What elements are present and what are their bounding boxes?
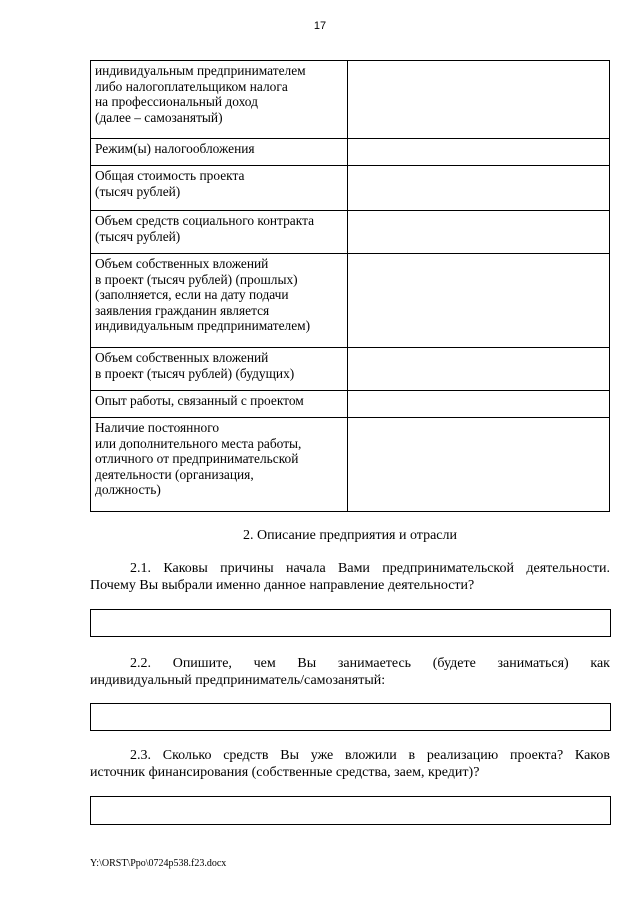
row-value-field[interactable] xyxy=(348,139,610,166)
row-value-field[interactable] xyxy=(348,391,610,418)
table-row xyxy=(91,391,610,418)
row-label: Объем собственных вложений в проект (тысяч рублей) (прошлых) (заполняется, если на дату подачи заявления гражданин является индивидуальным предпринимателем) xyxy=(91,254,348,348)
answer-field-2-1[interactable] xyxy=(90,609,611,637)
question-text: Почему Вы выбрали именно данное направление деятельности? xyxy=(90,578,475,593)
question-text: 2.1. Каковы причины начала Вами предпринимательской деятельности. xyxy=(130,561,610,576)
row-label: Опыт работы, связанный с проектом xyxy=(91,391,348,418)
question-text: индивидуальный предприниматель/самозанятый: xyxy=(90,673,386,688)
table-row xyxy=(91,211,610,254)
row-value-field[interactable] xyxy=(348,166,610,211)
table-row xyxy=(91,418,610,512)
question-text: 2.3. Сколько средств Вы уже вложили в реализацию проекта? Каков xyxy=(130,748,610,763)
project-info-table xyxy=(90,60,610,512)
answer-field-2-3[interactable] xyxy=(90,796,611,825)
table-row xyxy=(91,348,610,391)
question-2-1 xyxy=(90,560,610,594)
question-2-3 xyxy=(90,747,610,781)
table-row xyxy=(91,254,610,348)
row-value-field[interactable] xyxy=(348,254,610,348)
row-label: Объем собственных вложений в проект (тысяч рублей) (будущих) xyxy=(91,348,348,391)
row-label: Режим(ы) налогообложения xyxy=(91,139,348,166)
section-heading: 2. Описание предприятия и отрасли xyxy=(242,528,457,543)
row-label: индивидуальным предпринимателем либо налогоплательщиком налога на профессиональный доход (далее – самозанятый) xyxy=(91,61,348,139)
table-row xyxy=(91,139,610,166)
row-label: Общая стоимость проекта (тысяч рублей) xyxy=(91,166,348,211)
question-text: источник финансирования (собственные средства, заем, кредит)? xyxy=(90,765,480,780)
file-path-footer: Y:\ORST\Ppo\0724p538.f23.docx xyxy=(90,858,227,869)
table-row xyxy=(91,166,610,211)
question-2-2 xyxy=(90,655,610,689)
answer-field-2-2[interactable] xyxy=(90,703,611,731)
row-label: Объем средств социального контракта (тысяч рублей) xyxy=(91,211,348,254)
question-text: 2.2. Опишите, чем Вы занимаетесь (будете заниматься) как xyxy=(130,656,610,671)
row-value-field[interactable] xyxy=(348,211,610,254)
row-value-field[interactable] xyxy=(348,418,610,512)
row-value-field[interactable] xyxy=(348,61,610,139)
row-label: Наличие постоянного или дополнительного места работы, отличного от предпринимательской деятельности (организация, должность) xyxy=(91,418,348,512)
table-row xyxy=(91,61,610,139)
page-number: 17 xyxy=(313,20,327,32)
row-value-field[interactable] xyxy=(348,348,610,391)
